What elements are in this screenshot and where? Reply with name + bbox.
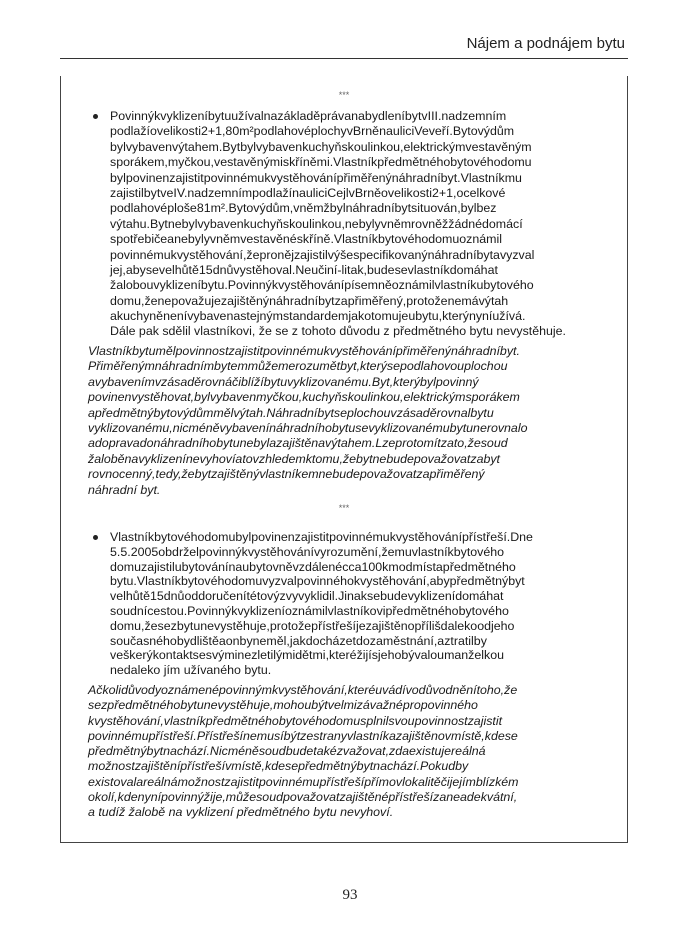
text-line: Ačkolidůvodyoznámenépovinnýmkvystěhování,kteréuvádívodůvodněnítoho,že	[88, 683, 518, 697]
running-header-title: Nájem a podnájem bytu	[466, 35, 625, 52]
text-line: žalobouvyklizeníbytu.Povinnýkvystěhovánípísemněoznámilvlastníkubytového	[110, 278, 534, 293]
text-line: výtahu.Bytnebylvybavenkuchyňskoulinkou,nebylyvněmrovněžžádnédomácí	[110, 216, 523, 231]
text-line: 5.5.2005obdrželpovinnýkvystěhovánívyrozumění,žemuvlastníkbytového	[110, 544, 505, 559]
text-line: Dále pak sdělil vlastníkovi, že se z tohoto důvodu z předmětného bytu nevystěhuje.	[110, 324, 566, 339]
text-line: zajistilbytveIV.nadzemnímpodlažínauliciCejlvBrněovelikosti2+1,ocelkové	[110, 185, 506, 200]
text-line: bylvybavenvýtahem.Bytbylvybavenkuchyňskoulinkou,elektrickýmvestavěným	[110, 139, 532, 154]
text-line: povinnémukvystěhování,žepronějzajistilvýšespecifikovanýnáhradníbytavyzval	[110, 247, 535, 262]
text-line: domu,žesezbytunevystěhuje,protožepřístřešíjezajištěnopřílišdalekoodjeho	[110, 618, 515, 633]
text-line: podlažíovelikosti2+1,80m²podlahovéplochyvBrněnauliciVeveří.Bytovýdům	[110, 124, 515, 139]
text-line: sezpředmětnéhobytunevystěhuje,mohoubýtvelmizávažnépropovinného	[88, 698, 478, 713]
text-line: Přiměřenýmnáhradnímbytemmůžemerozumětbyt,kterýsepodlahovouplochou	[88, 359, 508, 374]
text-line: domu,ženepovažujezajištěnýnáhradníbytzapřiměřený,protoženemávýtah	[110, 293, 509, 308]
case-commentary-2	[88, 683, 617, 820]
text-line: povinenvystěhovat,bylvybavenmyčkou,kuchyňskoulinkou,elektrickýmsporákem	[88, 390, 520, 405]
text-line: současnéhobydlištěaonbyneměl,jakdocházetdozaměstnání,aztratilby	[110, 633, 487, 648]
case-bullet-2	[110, 530, 617, 678]
text-line: veškerýkontaktsesvýminezletilýmidětmi,kteréžijísjehobývaloumanželkou	[110, 648, 504, 663]
text-line: Vlastníkbytovéhodomubylpovinenzajistitpovinnémukvystěhovánípřístřeší.Dne	[110, 530, 533, 544]
text-line: podlahovéploše81m².Bytovýdům,vněmžbylnáhradníbytsituován,bylbez	[110, 201, 497, 216]
text-line: nedaleko jím užívaného bytu.	[110, 663, 272, 678]
text-line: existovalareálnámožnostzajistitpovinnémupřístřešípřímovlokalitěčijejímblízkém	[88, 774, 519, 789]
text-line: kvystěhování,vlastníkpředmětnéhobytovéhodomusplnilsvoupovinnostzajistit	[88, 713, 503, 728]
text-line: velhůtě15dnůoddoručenítétovýzvyvyklidil.Jinaksebudevyklizenídomáhat	[110, 589, 504, 604]
text-line: a tudíž žalobě na vyklizení předmětného bytu nevyhoví.	[88, 805, 394, 819]
text-line: předmětnýbytnachází.Nicméněsoudbudetakézvažovat,zdaexistujereálná	[88, 744, 486, 758]
text-line: rovnocenný,tedy,žebytzajištěnývlastníkemnebudepovažovatzapřiměřený	[88, 467, 485, 482]
text-line: sporákem,myčkou,vestavěnýmiskříněmi.Vlastníkpředmětnéhobytovéhodomu	[110, 155, 532, 170]
case-bullet-1	[110, 109, 617, 340]
text-line: soudnícestou.Povinnýkvyklizeníoznámilvlastníkovipředmětnéhobytového	[110, 603, 509, 618]
header-rule	[60, 58, 628, 59]
section-separator: ***	[338, 503, 350, 513]
text-line: okolí,kdenynípovinnýžije,můžesoudpovažovatzajištěnépřístřešízaneadekvátní,	[88, 789, 518, 804]
text-line: vyklizovanému,nicméněvybavenínáhradníhobytusevyklizovanémubytunerovnalo	[88, 420, 528, 435]
text-line: spotřebičeanebylyvněmvestavěnéskříně.Vlastníkbytovéhodomuoznámil	[110, 232, 502, 247]
bullet-icon	[93, 114, 98, 119]
text-line: domuzajistilubytovánínaubytovněvzdálenécca100kmodmístapředmětného	[110, 559, 516, 574]
text-line: akuchyněnenívybavenastejnýmstandardemjakotomujeubytu,kterýnyníužívá.	[110, 309, 526, 324]
text-line: povinnémupřístřeší.Přístřešínemusíbýtzestranyvlastníkazajištěnovmístě,kdese	[88, 728, 518, 743]
bullet-icon	[93, 535, 98, 540]
text-line: adopravadonáhradníhobytunebylazajištěnavýtahem.Lzeprotomítzato,žesoud	[88, 436, 508, 451]
text-line: bylpovinenzajistitpovinnémukvystěhovánípřiměřenýnáhradníbyt.Vlastníkmu	[110, 170, 522, 185]
text-line: možnostzajištěnípřístřešívmístě,kdesepředmětnýbytnachází.Pokudby	[88, 759, 469, 774]
case-commentary-1	[88, 344, 617, 498]
page-number: 93	[342, 887, 358, 903]
text-line: Vlastníkbytumělpovinnostzajistitpovinnémukvystěhovánípřiměřenýnáhradníbyt.	[88, 344, 520, 358]
text-line: jej,abysevelhůtě15dnůvystěhoval.Neučiní-litak,budesevlastníkdomáhat	[110, 262, 498, 277]
text-line: PovinnýkvyklizeníbytuužívalnazákladěprávanabydleníbytvIII.nadzemním	[110, 109, 507, 123]
text-line: avybavenímvzásaděrovnáčiblížíbytuvyklizovanému.Byt,kterýbylpovinný	[88, 374, 479, 389]
text-line: náhradní byt.	[88, 482, 161, 497]
text-line: žaloběnavyklizenínevyhovíatovzhledemktomu,žebytnebudepovažovatzabyt	[88, 451, 500, 466]
text-line: apředmětnýbytovýdůmmělvýtah.Náhradníbytseplochouvzásaděrovnalbytu	[88, 405, 494, 420]
section-separator: ***	[338, 90, 350, 100]
text-line: bytu.Vlastníkbytovéhodomuvyzvalpovinnéhokvystěhování,abypředmětnýbyt	[110, 574, 525, 589]
